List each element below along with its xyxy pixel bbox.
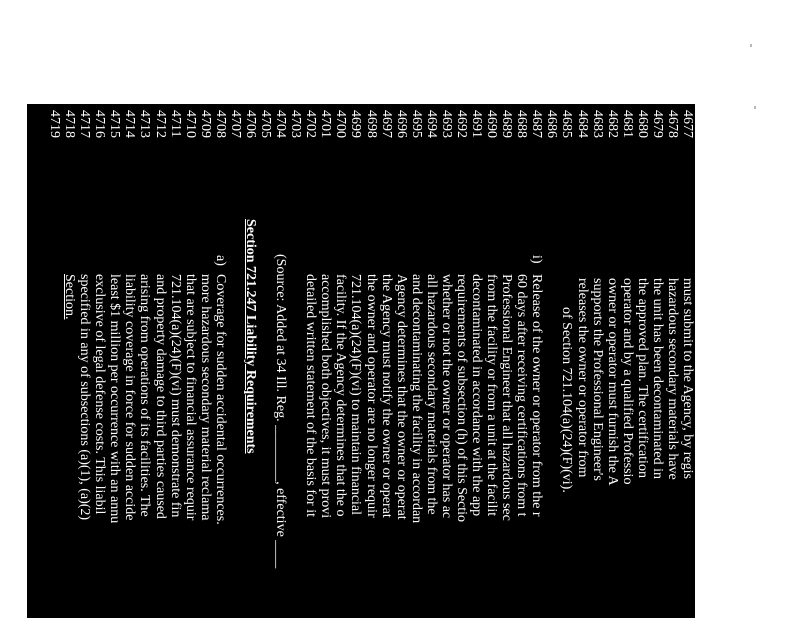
line-number: 4713	[137, 110, 153, 138]
document-line	[288, 104, 303, 618]
line-number: 4697	[378, 110, 394, 138]
line-text: owner or operator must furnish the A	[604, 278, 620, 486]
line-text: must submit to the Agency, by regis	[680, 278, 695, 479]
document-line	[514, 104, 529, 618]
document-line	[650, 104, 665, 618]
line-text: 721.104(a)(24)(F)(vi) to maintain financial	[348, 274, 364, 516]
line-number: 4687	[529, 110, 545, 138]
line-number: 4700	[333, 110, 349, 138]
document-line	[529, 104, 544, 618]
source-note: (Source: Added at 34 Ill. Reg. ________, effective ____	[273, 254, 289, 569]
document-line	[348, 104, 363, 618]
line-text: of Section 721.104(a)(24)(F)(vi).	[559, 307, 575, 493]
line-number: 4688	[514, 110, 530, 138]
line-text: the owner and operator are no longer requir	[363, 274, 379, 518]
document-line	[198, 104, 213, 618]
line-text: operator and by a qualified Professio	[619, 278, 635, 485]
document-line	[620, 104, 635, 618]
scan-speck	[750, 44, 752, 47]
line-text: supports the Professional Engineer's	[589, 278, 605, 481]
subsection-marker: a)	[212, 255, 228, 266]
line-number: 4694	[423, 110, 439, 138]
document-line	[122, 104, 137, 618]
document-line	[469, 104, 484, 618]
line-text: liability coverage in force for sudden accide	[122, 274, 138, 521]
document-line	[243, 104, 258, 618]
line-number: 4679	[649, 110, 665, 138]
document-line	[484, 104, 499, 618]
document-line	[137, 104, 152, 618]
line-number: 4698	[363, 110, 379, 138]
document-line	[273, 104, 288, 618]
line-text: Section.	[62, 274, 78, 320]
line-text: facility. If the Agency determines that the o	[333, 274, 349, 517]
line-number: 4702	[303, 110, 319, 138]
document-line	[665, 104, 680, 618]
line-number: 4680	[634, 110, 650, 138]
line-number: 4701	[318, 110, 334, 138]
line-number: 4716	[92, 110, 108, 138]
line-number: 4690	[484, 110, 500, 138]
document-line	[605, 104, 620, 618]
line-text: Professional Engineer that all hazardous sec	[499, 274, 515, 521]
line-number: 4707	[227, 110, 243, 138]
line-number: 4684	[574, 110, 590, 138]
line-text: Release of the owner or operator from the r	[529, 274, 545, 517]
line-number: 4685	[559, 110, 575, 138]
document-line	[213, 104, 228, 618]
document-line	[394, 104, 409, 618]
line-number: 4703	[288, 110, 304, 138]
line-number: 4709	[197, 110, 213, 138]
line-number: 4705	[258, 110, 274, 138]
line-number: 4681	[619, 110, 635, 138]
document-line	[575, 104, 590, 618]
line-number: 4691	[469, 110, 485, 138]
line-number: 4715	[107, 110, 123, 138]
line-text: specified in any of subsections (a)(1), (a)(2)	[77, 274, 93, 521]
line-text: all hazardous secondary materials from the	[423, 274, 439, 515]
line-text: Agency determines that the owner or operat	[393, 274, 409, 520]
scanned-document-page	[27, 104, 695, 618]
line-text: exclusive of legal defense costs. This liabil	[92, 274, 108, 515]
line-number: 4677	[680, 110, 695, 138]
document-line	[77, 104, 92, 618]
line-text: Coverage for sudden accidental occurrences.	[212, 274, 228, 525]
document-line	[62, 104, 77, 618]
line-number: 4693	[438, 110, 454, 138]
document-line	[424, 104, 439, 618]
document-line	[635, 104, 650, 618]
document-line	[439, 104, 454, 618]
document-line	[183, 104, 198, 618]
line-number: 4689	[499, 110, 515, 138]
document-line	[92, 104, 107, 618]
line-text: arising from operations of its facilities. The	[137, 274, 153, 517]
line-number: 4711	[167, 110, 183, 138]
line-number: 4696	[393, 110, 409, 138]
document-line	[153, 104, 168, 618]
line-number: 4712	[152, 110, 168, 138]
document-line	[47, 104, 62, 618]
line-text: more hazardous secondary material reclama	[197, 274, 213, 521]
line-text: requirements of subsection (h) of this Sectio	[453, 274, 469, 523]
document-line	[107, 104, 122, 618]
line-text: and decontaminating the facility in accordan	[408, 274, 424, 524]
line-number: 4682	[604, 110, 620, 138]
document-line	[559, 104, 574, 618]
line-number: 4710	[182, 110, 198, 138]
line-number: 4706	[242, 110, 258, 138]
line-number: 4683	[589, 110, 605, 138]
line-number: 4718	[62, 110, 78, 138]
line-text: the approved plan. The certification	[634, 278, 650, 478]
section-heading: Section 721.247 Liability Requirements	[242, 219, 258, 454]
line-text: 721.104(a)(24)(F)(vi) must demonstrate fin	[167, 274, 183, 518]
document-line	[499, 104, 514, 618]
line-text: that are subject to financial assurance requir	[182, 274, 198, 521]
line-text: releases the owner or operator from	[574, 278, 590, 478]
line-text: least $1 million per occurrence with an annu	[107, 274, 123, 524]
document-line	[333, 104, 348, 618]
line-number: 4695	[408, 110, 424, 138]
line-number: 4714	[122, 110, 138, 138]
document-line	[454, 104, 469, 618]
document-line	[680, 104, 695, 618]
document-line	[318, 104, 333, 618]
document-line	[379, 104, 394, 618]
line-number: 4692	[453, 110, 469, 138]
subsection-marker: i)	[529, 255, 545, 264]
line-number: 4699	[348, 110, 364, 138]
line-number: 4719	[47, 110, 63, 138]
document-line	[303, 104, 318, 618]
line-text: decontaminated in accordance with the app	[469, 274, 485, 517]
line-text: and property damage to third parties caused	[152, 274, 168, 519]
line-text: the unit has been decontaminated in	[649, 278, 665, 479]
document-line	[258, 104, 273, 618]
line-number: 4686	[544, 110, 560, 138]
line-text: hazardous secondary materials have	[664, 278, 680, 480]
line-text: whether or not the owner or operator has ac	[438, 274, 454, 519]
line-number: 4704	[273, 110, 289, 138]
rotated-page-content	[27, 104, 695, 618]
line-text: detailed written statement of the basis for it	[303, 274, 319, 517]
document-line	[590, 104, 605, 618]
line-text: 60 days after receiving certifications from t	[514, 274, 530, 517]
line-text: accomplished both objectives, it must provi	[318, 274, 334, 519]
document-line	[228, 104, 243, 618]
line-text: the Agency must notify the owner or operat	[378, 274, 394, 518]
document-line	[168, 104, 183, 618]
line-number: 4717	[77, 110, 93, 138]
line-number: 4708	[212, 110, 228, 138]
scan-speck	[754, 106, 756, 109]
document-line	[544, 104, 559, 618]
line-number: 4678	[664, 110, 680, 138]
document-line	[364, 104, 379, 618]
line-text: from the facility or from a unit at the facilit	[484, 274, 500, 517]
document-line	[409, 104, 424, 618]
